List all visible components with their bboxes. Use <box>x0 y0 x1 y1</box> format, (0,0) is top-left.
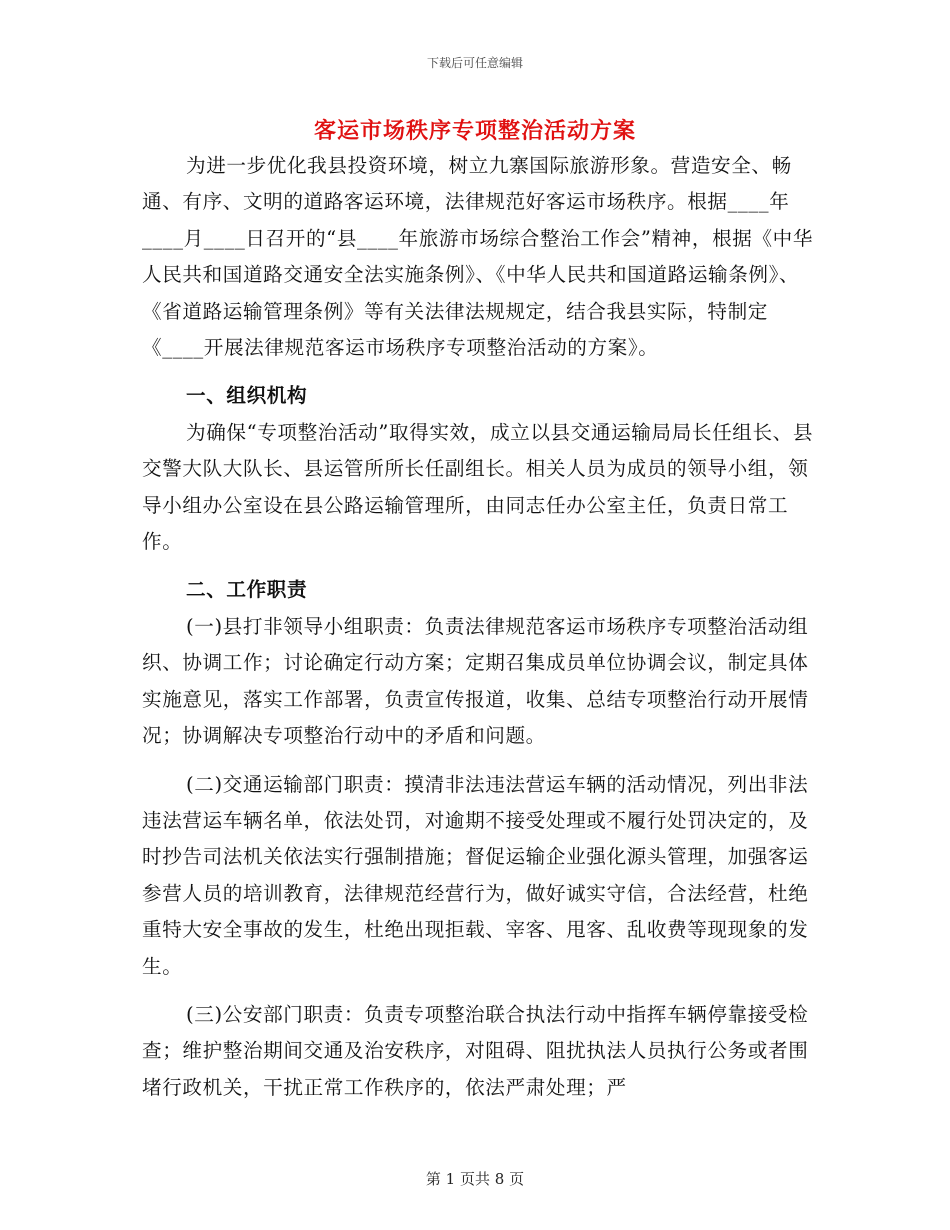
document-title: 客运市场秩序专项整治活动方案 <box>313 118 636 144</box>
section-heading-organization: 一、组织机构 <box>186 384 308 408</box>
section-heading-duties: 二、工作职责 <box>186 578 308 602</box>
organization-paragraph: 为确保“专项整治活动”取得实效，成立以县交通运输局局长任组长、县交警大队大队长、县运管所所长任副组长。相关人员为成员的领导小组，领导小组办公室设在县公路运输管理所，由同志任办公室主任，负责日常工作。 <box>142 420 814 554</box>
duty-paragraph-2: (二)交通运输部门职责：摸清非法违法营运车辆的活动情况，列出非法违法营运车辆名单，依法处罚，对逾期不接受处理或不履行处罚决定的，及时抄告司法机关依法实行强制措施；督促运输企业强化源头管理，加强客运参营人员的培训教育，法律规范经营行为，做好诚实守信，合法经营，杜绝重特大安全事故的发生，杜绝出现拒载、宰客、甩客、乱收费等现现象的发生。 <box>142 772 809 978</box>
duty-paragraph-3: (三)公安部门职责：负责专项整治联合执法行动中指挥车辆停靠接受检查；维护整治期间交通及治安秩序，对阻碍、阻扰执法人员执行公务或者围堵行政机关，干扰正常工作秩序的，依法严肃处理；严 <box>142 1002 809 1099</box>
page-header: 下载后可任意编辑 <box>426 56 523 70</box>
intro-paragraph: 为进一步优化我县投资环境，树立九寨国际旅游形象。营造安全、畅通、有序、文明的道路客运环境，法律规范好客运市场秩序。根据____年____月____日召开的“县____年旅游市场综合整治工作会”精神，根据《中华人民共和国道路交通安全法实施条例》、《中华人民共和国道路运输条例》、《省道路运输管理条例》等有关法律法规规定，结合我县实际，特制定《____开展法律规范客运市场秩序专项整治活动的方案》。 <box>142 154 814 360</box>
page-footer: 第 1 页共 8 页 <box>425 1170 525 1188</box>
document-body <box>142 148 814 1106</box>
duty-paragraph-1: (一)县打非领导小组职责：负责法律规范客运市场秩序专项整治活动组织、协调工作；讨论确定行动方案；定期召集成员单位协调会议，制定具体实施意见，落实工作部署，负责宣传报道，收集、总结专项整治行动开展情况；协调解决专项整治行动中的矛盾和问题。 <box>142 614 809 748</box>
